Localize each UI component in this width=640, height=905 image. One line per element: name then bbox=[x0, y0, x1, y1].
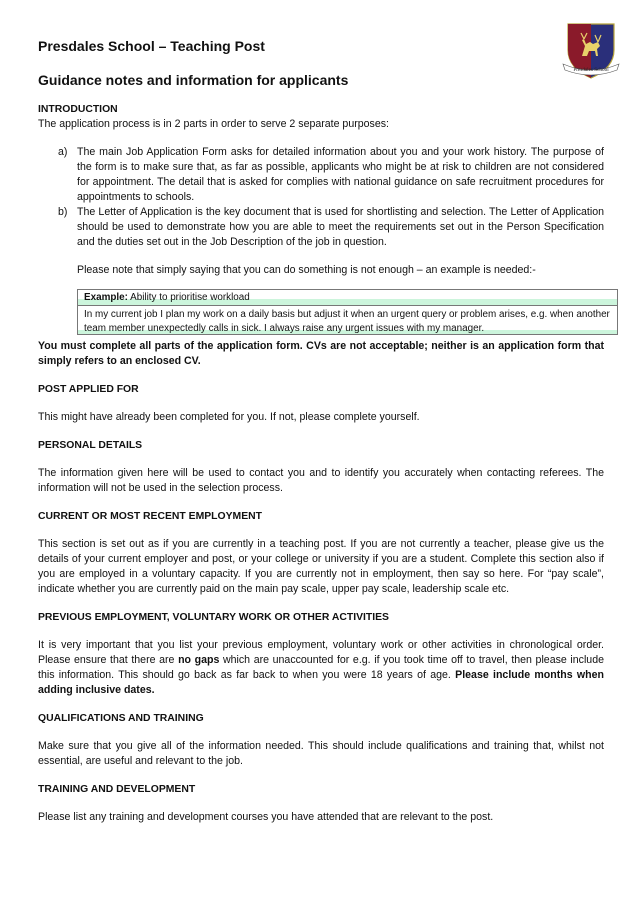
section-qualifications bbox=[38, 711, 604, 769]
list-marker: b) bbox=[58, 206, 68, 218]
school-crest-logo bbox=[560, 20, 622, 82]
section-heading: TRAINING AND DEVELOPMENT bbox=[38, 784, 196, 795]
list-item bbox=[38, 205, 604, 250]
section-heading: CURRENT OR MOST RECENT EMPLOYMENT bbox=[38, 511, 262, 522]
text-run: It is very important that you list your previous employment, voluntary work or other activities in chronological order. Please ensure that there are bbox=[38, 639, 604, 666]
intro-text: The application process is in 2 parts in order to serve 2 separate purposes: bbox=[38, 118, 389, 130]
cv-warning: You must complete all parts of the application form. CVs are not acceptable; neither is an application form that simply refers to an enclosed CV. bbox=[38, 340, 604, 367]
section-heading: POST APPLIED FOR bbox=[38, 384, 139, 395]
example-label: Example: bbox=[84, 292, 128, 303]
list-item-text: The Letter of Application is the key document that is used for shortlisting and selection. The Letter of Application should be used to demonstrate how you are able to meet the requirements set out in the Person Specification and the duties set out in the Job Description of the job in question. bbox=[77, 206, 604, 248]
list-marker: a) bbox=[58, 146, 68, 158]
example-note: Please note that simply saying that you can do something is not enough – an example is needed:- bbox=[77, 264, 536, 276]
example-text: In my current job I plan my work on a daily basis but adjust it when an urgent query or problem arises, e.g. when another team member unexpectedly calls in sick. I always raise any urgent issues with my manager. bbox=[84, 309, 610, 334]
list-item-text: The main Job Application Form asks for detailed information about you and your work history. The purpose of the form is to make sure that, as far as possible, applicants who might be at risk to children are not considered for appointment. The detail that is asked for complies with national guidance on safe recruitment procedures for appointments to schools. bbox=[77, 146, 604, 203]
list-item bbox=[38, 145, 604, 205]
document-body bbox=[38, 100, 610, 825]
crest-text: Presdales School bbox=[573, 67, 609, 73]
document-title: Presdales School – Teaching Post bbox=[38, 38, 265, 54]
no-gaps-emphasis: no gaps bbox=[178, 654, 220, 666]
section-text: The information given here will be used to contact you and to identify you accurately when contacting referees. The information will not be used in the selection process. bbox=[38, 467, 604, 494]
purpose-list bbox=[38, 145, 604, 250]
example-header-row bbox=[78, 290, 617, 306]
section-text: Please list any training and development courses you have attended that are relevant to the post. bbox=[38, 811, 494, 823]
section-text: Make sure that you give all of the information needed. This should include qualifications and training that, whilst not essential, are useful and relevant to the job. bbox=[38, 740, 604, 767]
intro-heading: INTRODUCTION bbox=[38, 104, 118, 115]
section-text: This section is set out as if you are currently in a teaching post. If you are not currently a teacher, please give us the details of your current employer and post, or your college or university if you are a student. Complete this section also if you are employed in a voluntary capacity. If you are currently not in employment, then say so here. For “pay scale”, indicate whether you are currently paid on the main pay scale, upper pay scale, leadership scale etc. bbox=[38, 538, 604, 595]
text-run: which are unaccounted for e.g. if you took time off to travel, then please include this information. This should go back as far back to when you were 18 years of age. bbox=[38, 654, 604, 681]
example-body-row bbox=[78, 306, 617, 334]
section-personal-details bbox=[38, 438, 604, 496]
section-text bbox=[38, 638, 604, 698]
example-title: Ability to prioritise workload bbox=[130, 292, 250, 303]
section-current-employment bbox=[38, 509, 604, 597]
section-heading: QUALIFICATIONS AND TRAINING bbox=[38, 713, 204, 724]
section-post-applied bbox=[38, 382, 604, 425]
months-emphasis: Please include months when adding inclusive dates. bbox=[38, 669, 604, 696]
section-heading: PERSONAL DETAILS bbox=[38, 440, 143, 451]
section-text: This might have already been completed for you. If not, please complete yourself. bbox=[38, 411, 420, 423]
section-training bbox=[38, 782, 604, 825]
section-heading: PREVIOUS EMPLOYMENT, VOLUNTARY WORK OR OTHER ACTIVITIES bbox=[38, 612, 389, 623]
section-previous-employment bbox=[38, 610, 604, 698]
document-subtitle: Guidance notes and information for applicants bbox=[38, 72, 349, 88]
example-box bbox=[77, 289, 618, 335]
